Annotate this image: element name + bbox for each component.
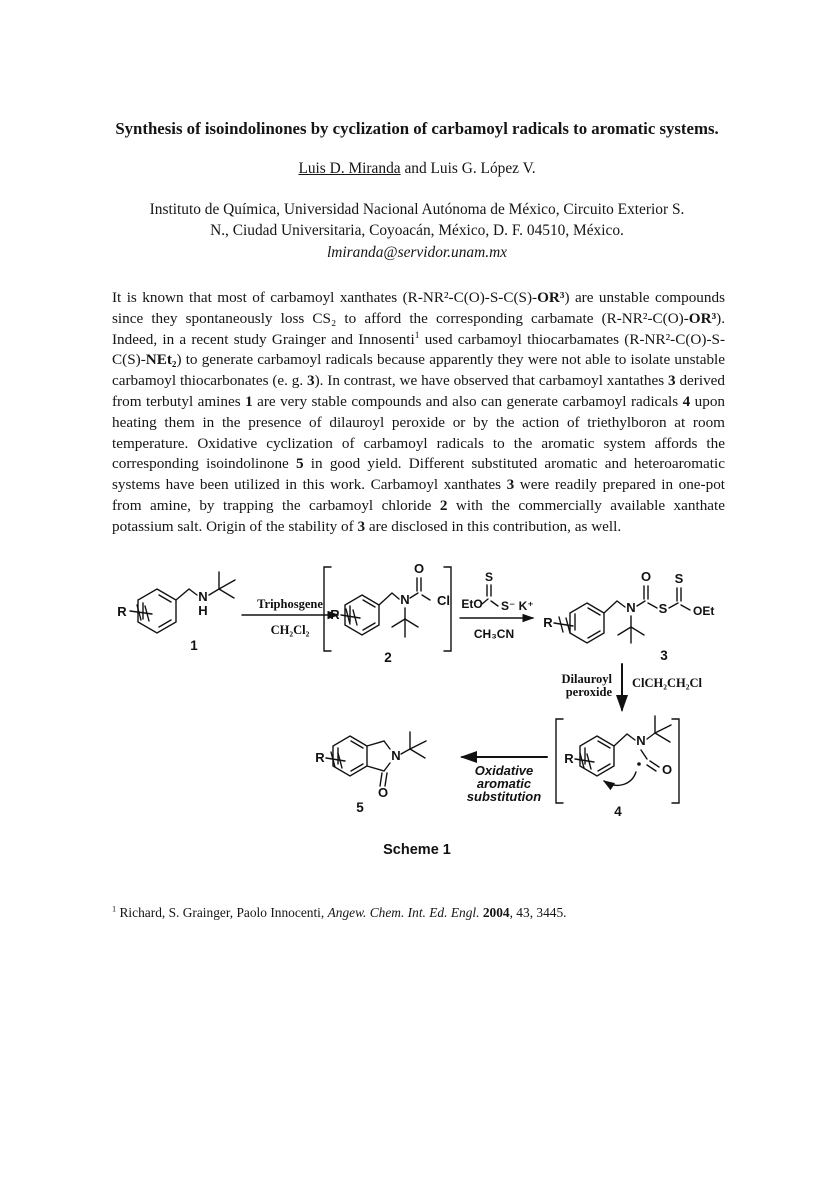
bracket-right-4	[672, 719, 679, 803]
eto-label: EtO	[461, 596, 483, 611]
nitrogen-label-5: N	[391, 747, 401, 763]
solvent-dcm: CH₂Cl₂	[270, 622, 310, 637]
r-group-label-1: R	[117, 603, 127, 619]
reagent-peroxide: peroxide	[565, 684, 612, 699]
radical-dot	[637, 762, 641, 766]
reagent-triphosgene: Triphosgene	[257, 596, 323, 611]
nitrogen-label-1: N	[198, 588, 208, 604]
arrow4-label-aromatic: aromatic	[476, 775, 532, 791]
r-group-label-5: R	[315, 749, 325, 765]
footnote-reference: $^1$ Richard, S. Grainger, Paolo Innocenti, Angew. Chem. Int. Ed. Engl. 2004, 43, 3445.	[112, 904, 567, 920]
reagent-dilauroyl: Dilauroyl	[561, 671, 612, 686]
scheme-figure	[92, 560, 772, 830]
arrow4-label-substitution: substitution	[466, 788, 542, 804]
compound-2-structure	[341, 578, 430, 637]
author-line	[0, 160, 834, 178]
affiliation-line-2: N., Ciudad Universitaria, Coyoacán, México, D. F. 04510, México.	[210, 222, 624, 239]
reaction-scheme-svg	[92, 560, 772, 830]
email-address: lmiranda@servidor.unam.mx	[326, 243, 508, 261]
oxygen-label-4: O	[661, 761, 673, 777]
abstract-paragraph: It is known that most of carbamoyl xanthates (R-NR²-C(O)-S-C(S)-OR³) are unstable compounds since they spontaneously loss CS₂ to afford the corresponding carbamate (R-NR²-C(O)-OR³). Indeed, in a recent study Grainger and Innosenti$^1$ used carbamoyl thiocarbamates (R-NR²-C(O)-S-C(S)-NEt₂) to generate carbamoyl radicals because apparently they were not able to isolate unstable carbamoyl thiocarbonates (e. g. 3). In contrast, we have observed that carbamoyl xantathes 3 derived from terbutyl amines 1 are very stable compounds and also can generate carbamoyl radicals 4 upon heating them in the presence of dilauroyl peroxide or by the action of triethylboron at room temperature. Oxidative cyclization of carbamoyl radicals to the aromatic system affords the corresponding isoindolinone 5 in good yield. Different substituted aromatic and heteroaromatic systems have been utilized in this work. Carbamoyl xanthates 3 were readily prepared in one-pot from amine, by trapping the carbamoyl chloride 2 with the commercially available xanthate potassium salt. Origin of the stability of 3 are disclosed in this contribution, as well.	[112, 289, 726, 535]
chlorine-label-2: Cl	[437, 592, 450, 608]
sulfur-label-salt: S	[484, 569, 494, 584]
sulfur-label-3a: S	[658, 600, 668, 616]
compound-3-structure	[554, 586, 690, 643]
compound-number-4: 4	[614, 803, 622, 819]
bracket-left-4	[556, 719, 563, 803]
nitrogen-label-3: N	[626, 599, 636, 615]
oet-label: OEt	[693, 603, 715, 618]
compound-number-5: 5	[356, 799, 364, 815]
hydrogen-label-1: H	[198, 602, 208, 618]
arrow4-label-oxidative: Oxidative	[474, 762, 534, 778]
sulfide-potassium-label: S⁻ K⁺	[501, 598, 534, 613]
nitrogen-label-4: N	[636, 732, 646, 748]
affiliation-block	[0, 199, 834, 264]
cyclization-curved-arrow	[604, 772, 636, 785]
compound-1-structure	[130, 572, 235, 633]
bracket-right-2	[444, 567, 451, 651]
r-group-label-4: R	[564, 750, 574, 766]
compound-5-structure	[326, 732, 426, 786]
r-group-label-2: R	[330, 606, 340, 622]
compound-number-3: 3	[660, 647, 668, 663]
author-2: Luis G. López V.	[430, 159, 536, 177]
sulfur-label-3b: S	[674, 570, 684, 586]
author-connector: and	[400, 159, 431, 177]
r-group-label-3: R	[543, 614, 553, 630]
scheme-caption: Scheme 1	[383, 841, 451, 858]
solvent-acetonitrile: CH₃CN	[473, 626, 515, 641]
author-1: Luis D. Miranda	[298, 159, 401, 177]
affiliation-line-1: Instituto de Química, Universidad Nacional Autónoma de México, Circuito Exterior S.	[149, 200, 685, 218]
nitrogen-label-2: N	[400, 591, 410, 607]
oxygen-label-3: O	[640, 568, 652, 584]
compound-4-structure	[575, 716, 671, 785]
xanthate-salt-structure	[482, 585, 498, 606]
compound-number-1: 1	[190, 637, 198, 653]
compound-number-2: 2	[384, 649, 392, 665]
solvent-dce: ClCH₂CH₂Cl	[632, 675, 702, 690]
oxygen-label-5: O	[377, 784, 389, 800]
oxygen-label-2: O	[413, 560, 425, 576]
paper-title: Synthesis of isoindolinones by cyclization of carbamoyl radicals to aromatic systems.	[115, 119, 719, 138]
